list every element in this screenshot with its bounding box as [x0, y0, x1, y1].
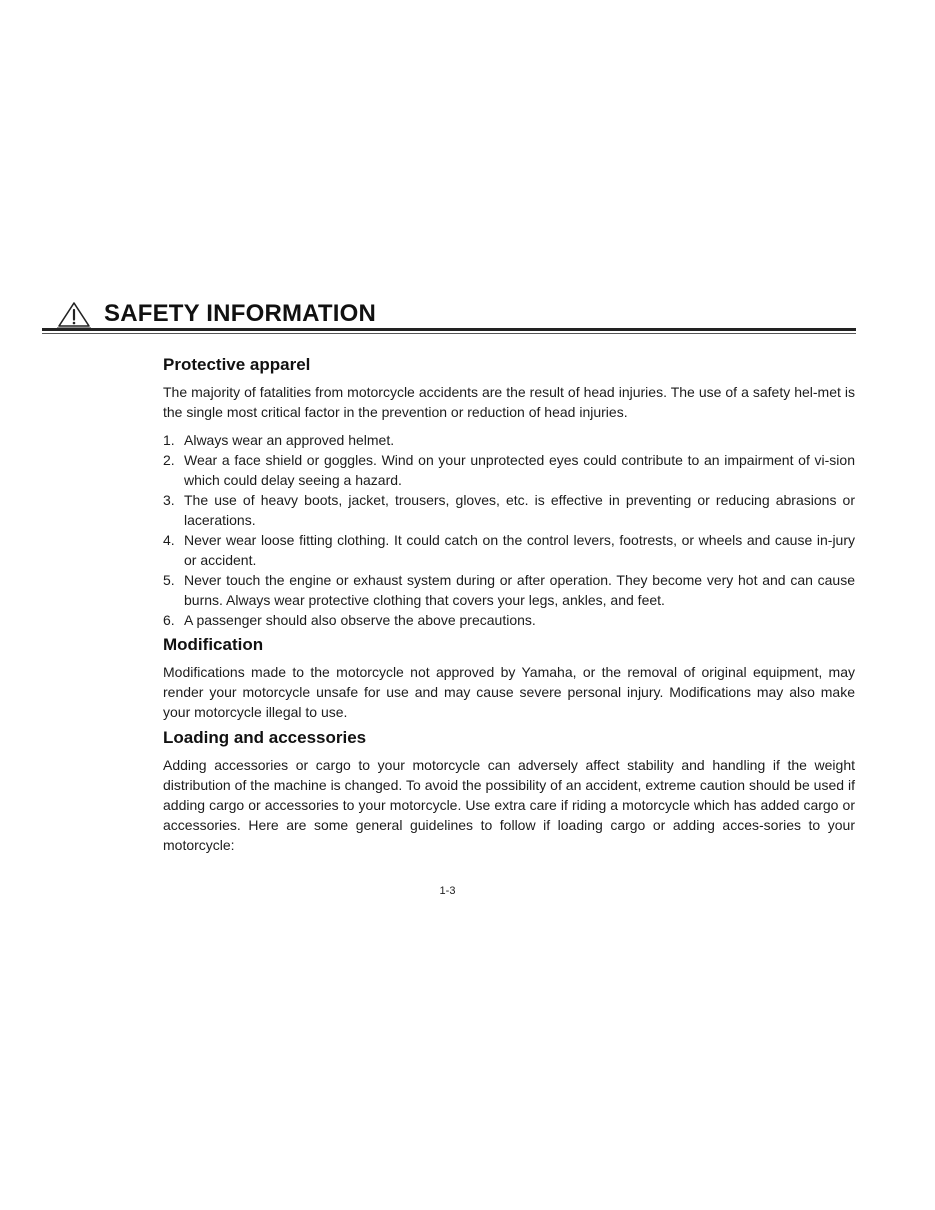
list-item-text: Always wear an approved helmet. — [184, 432, 395, 448]
protective-apparel-list — [163, 430, 855, 630]
list-item-number: 3. — [163, 492, 175, 508]
main-content — [163, 354, 855, 855]
loading-accessories-heading: Loading and accessories — [163, 728, 367, 747]
loading-accessories-text: Adding accessories or cargo to your motorcycle can adversely affect stability and handling if the weight distribution of the machine is changed. To avoid the possibility of an accident, extreme caution should be used if adding cargo or accessories to your motorcycle. Use extra care if riding a motorcycle which has added cargo or accessories. Here are some general guidelines to follow if loading cargo or adding acces-sories to your motorcycle: — [163, 757, 855, 853]
modification-text: Modifications made to the motorcycle not approved by Yamaha, or the removal of original equipment, may render your motorcycle unsafe for use and may cause severe personal injury. Modifications may also make your motorcycle illegal to use. — [163, 664, 855, 720]
list-item — [163, 490, 855, 530]
list-item-text: The use of heavy boots, jacket, trousers, gloves, etc. is effective in preventing or reducing abrasions or lacerations. — [184, 492, 855, 528]
list-item-number: 2. — [163, 452, 175, 468]
header-rule-thin — [42, 333, 856, 334]
list-item — [163, 430, 855, 450]
page-title: SAFETY INFORMATION — [104, 300, 377, 327]
protective-apparel-heading: Protective apparel — [163, 355, 311, 374]
list-item-number: 6. — [163, 612, 175, 628]
list-item-text: A passenger should also observe the above precautions. — [184, 612, 536, 628]
list-item — [163, 610, 855, 630]
modification-heading: Modification — [163, 635, 264, 654]
list-item — [163, 530, 855, 570]
list-item-number: 4. — [163, 532, 175, 548]
header-rule — [42, 328, 856, 331]
list-item-text: Never wear loose fitting clothing. It could catch on the control levers, footrests, or wheels and cause in-jury or accident. — [184, 532, 855, 568]
protective-apparel-intro: The majority of fatalities from motorcycle accidents are the result of head injuries. The use of a safety hel-met is the single most critical factor in the prevention or reduction of head injuries. — [163, 384, 855, 420]
list-item — [163, 570, 855, 610]
list-item-text: Never touch the engine or exhaust system during or after operation. They become very hot and can cause burns. Always wear protective clothing that covers your legs, ankles, and feet. — [184, 572, 855, 608]
list-item — [163, 450, 855, 490]
list-item-text: Wear a face shield or goggles. Wind on your unprotected eyes could contribute to an impairment of vi-sion which could delay seeing a hazard. — [184, 452, 855, 488]
warning-triangle-icon — [57, 301, 91, 329]
list-item-number: 1. — [163, 432, 175, 448]
list-item-number: 5. — [163, 572, 175, 588]
page-number: 1-3 — [439, 885, 456, 897]
section-header — [42, 298, 856, 342]
